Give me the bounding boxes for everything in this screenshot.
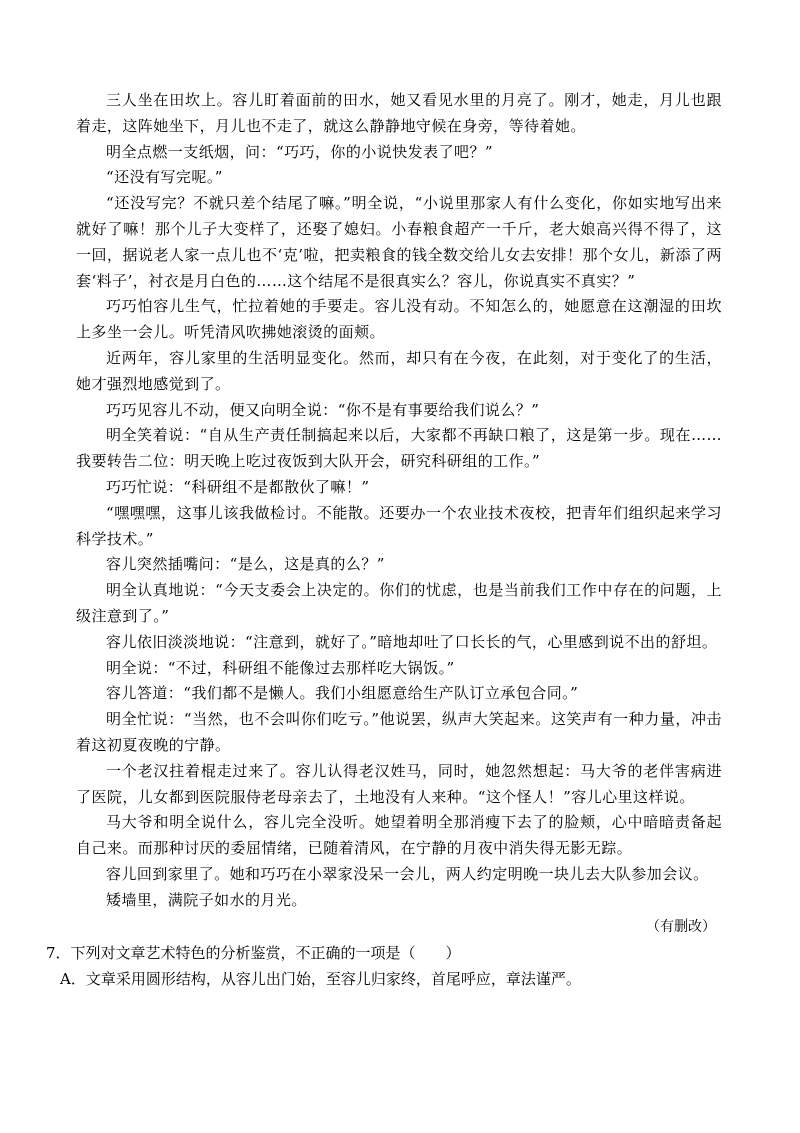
- paragraph-2: 明全点燃一支纸烟，问：“巧巧，你的小说快发表了吧？”: [106, 142, 494, 161]
- paragraph-10: “嘿嘿嘿，这事儿该我做检讨。不能散。还要办一个农业技术夜校，把青年们组织起来学习科学技术。”: [76, 503, 722, 548]
- option-a: A．文章采用圆形结构，从容儿出门始，至容儿归家终，首尾呼应，章法谨严。: [60, 969, 581, 988]
- paragraph-15: 容儿答道：“我们都不是懒人。我们小组愿意给生产队订立承包合同。”: [106, 684, 579, 703]
- paragraph-19: 容儿回到家里了。她和巧巧在小翠家没呆一会儿，两人约定明晚一块儿去大队参加会议。: [106, 864, 709, 883]
- paragraph-8: 明全笑着说：“自从生产责任制搞起来以后，大家都不再缺口粮了，这是第一步。现在……我要转告二位：明天晚上吃过夜饭到大队开会，研究科研组的工作。”: [76, 426, 722, 471]
- paragraph-17: 一个老汉拄着棍走过来了。容儿认得老汉姓马，同时，她忽然想起：马大爷的老伴害病进了医院，儿女都到医院服侍老母亲去了，土地没有人来种。“这个怪人！”容儿心里这样说。: [76, 761, 722, 806]
- paragraph-7: 巧巧见容儿不动，便又向明全说：“你不是有事要给我们说么？”: [106, 400, 540, 419]
- paragraph-18: 马大爷和明全说什么，容儿完全没听。她望着明全那消瘦下去了的脸颊，心中暗暗责备起自己来。而那种讨厌的委屈情绪，已随着清风，在宁静的月夜中消失得无影无踪。: [76, 813, 722, 858]
- paragraph-6: 近两年，容儿家里的生活明显变化。然而，却只有在今夜，在此刻，对于变化了的生活，她才强烈地感觉到了。: [76, 348, 722, 393]
- paragraph-3: “还没有写完呢。”: [106, 168, 223, 187]
- paragraph-1: 三人坐在田坎上。容儿盯着面前的田水，她又看见水里的月亮了。刚才，她走，月儿也跟着走，这阵她坐下，月儿也不走了，就这么静静地守候在身旁，等待着她。: [76, 91, 722, 135]
- paragraph-20: 矮墙里，满院子如水的月光。: [106, 890, 307, 909]
- document-page: [46, 88, 722, 992]
- paragraph-13: 容儿依旧淡淡地说：“注意到，就好了。”暗地却吐了口长长的气，心里感到说不出的舒坦。: [106, 632, 718, 651]
- question-number: 7．: [46, 943, 71, 962]
- paragraph-4: “还没写完？不就只差个结尾了嘛。”明全说，“小说里那家人有什么变化，你如实地写出来就好了嘛！那个儿子大变样了，还娶了媳妇。小春粮食超产一千斤，老大娘高兴得不得了，这一回，据说老人家一点儿也不‘克’啦，把卖粮食的钱全数交给儿女去安排！那个女儿，新添了两套‘料子’，衬衣是月白色的……这个结尾不是很真实么？容儿，你说真实不真实？”: [76, 194, 722, 290]
- paragraph-9: 巧巧忙说：“科研组不是都散伙了嘛！”: [106, 477, 370, 496]
- paragraph-16: 明全忙说：“当然，也不会叫你们吃亏。”他说罢，纵声大笑起来。这笑声有一种力量，冲击着这初夏夜晚的宁静。: [76, 710, 722, 754]
- paragraph-11: 容儿突然插嘴问：“是么，这是真的么？”: [106, 555, 385, 574]
- paragraph-5: 巧巧怕容儿生气，忙拉着她的手要走。容儿没有动。不知怎么的，她愿意在这潮湿的田坎上多坐一会儿。听凭清风吹拂她滚烫的面颊。: [76, 297, 722, 342]
- paragraph-14: 明全说：“不过，科研组不能像过去那样吃大锅饭。”: [106, 658, 455, 677]
- paragraph-12: 明全认真地说：“今天支委会上决定的。你们的忧虑，也是当前我们工作中存在的问题，上级注意到了。”: [76, 581, 722, 625]
- source-note: （有删改）: [646, 918, 716, 935]
- question-7: [46, 940, 722, 966]
- question-text: 下列对文章艺术特色的分析鉴赏，不正确的一项是（ ）: [70, 943, 461, 962]
